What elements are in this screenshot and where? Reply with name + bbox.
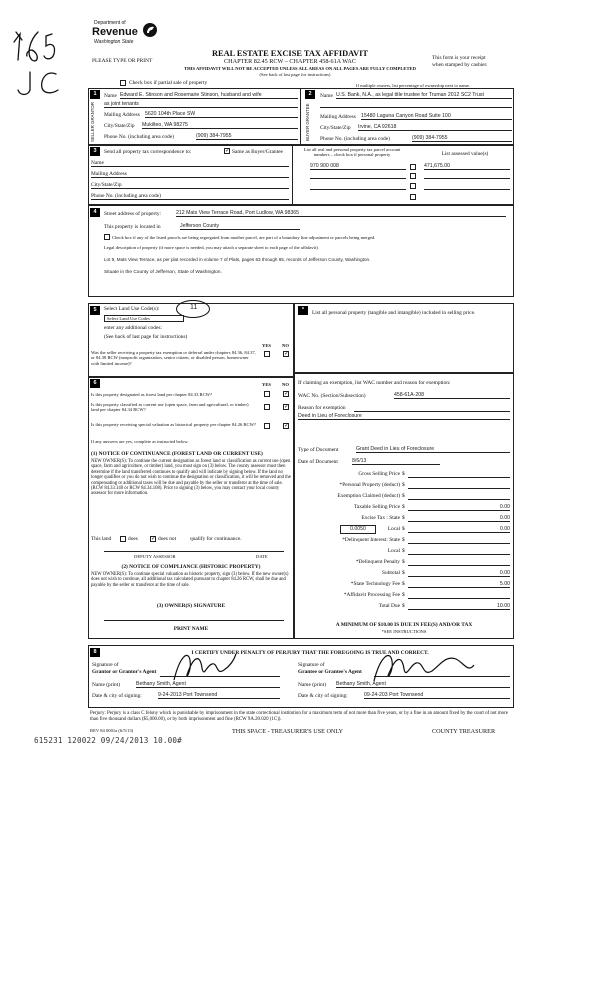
grantor-name-label: Name (print) <box>92 682 120 688</box>
tax-row-label: *State Technology Fee <box>350 581 400 587</box>
section-8-number: 8 <box>90 648 100 657</box>
deputy-assessor-label: DEPUTY ASSESSOR <box>134 554 176 559</box>
doc-date[interactable]: 8/6/13 <box>352 458 440 465</box>
wac-label: WAC No. (Section/Subsection) <box>298 393 366 399</box>
s5-no-label: NO <box>282 343 289 348</box>
parcel-3-personal-checkbox[interactable] <box>410 183 416 189</box>
currency-sign: $ <box>402 570 405 576</box>
section-4 <box>88 205 514 297</box>
local-rate[interactable]: 0.0050 <box>340 525 376 534</box>
forest-no-checkbox[interactable] <box>283 391 289 397</box>
exemption-no-checkbox[interactable] <box>283 351 289 357</box>
buyer-name-cont[interactable] <box>320 107 512 108</box>
tax-row <box>296 581 510 592</box>
send-city-field[interactable]: City/State/Zip <box>91 182 289 189</box>
tax-row-value[interactable] <box>408 559 510 566</box>
dor-logo-icon <box>142 22 158 38</box>
seller-name-label: Name <box>104 93 117 99</box>
land-use-select[interactable]: Select Land Use Codes <box>104 315 184 322</box>
buyer-city[interactable]: Irvine, CA 92618 <box>358 124 512 131</box>
tax-row-value[interactable] <box>408 548 510 555</box>
currency-sign: $ <box>402 603 405 609</box>
tax-row-value[interactable]: 5.00 <box>408 581 510 588</box>
grantee-name-label: Name (print) <box>298 682 326 688</box>
tax-row <box>296 515 510 526</box>
tax-row-label: Taxable Selling Price <box>353 504 400 510</box>
section-3-number: 3 <box>90 147 100 156</box>
buyer-name-label: Name <box>320 93 333 99</box>
personal-property-number: * <box>298 306 308 315</box>
section-2-number: 2 <box>305 90 315 99</box>
buyer-name[interactable]: U.S. Bank, N.A., as legal title trustee for Truman 2012 SC2 Trust <box>336 92 512 99</box>
buyer-phone-label: Phone No. (including area code) <box>320 136 390 142</box>
legal-label: Legal description of property (if more space is needed, you may attach a separate sheet to each page of the affidavit) <box>104 245 318 250</box>
assessed-header: List assessed value(s) <box>441 151 489 157</box>
notice2-title: (2) NOTICE OF COMPLIANCE (HISTORIC PROPERTY) <box>121 564 261 570</box>
see-instructions: *SEE INSTRUCTIONS <box>381 629 427 634</box>
personal-property-label: List all personal property (tangible and intangible) included in selling price. <box>312 310 476 316</box>
please-type: PLEASE TYPE OR PRINT <box>92 58 153 64</box>
owner-signature-label: (3) OWNER(S) SIGNATURE <box>156 603 226 609</box>
tax-row-label: Subtotal <box>382 570 400 576</box>
send-phone-field[interactable]: Phone No. (including area code) <box>91 193 289 200</box>
does-label: does <box>128 536 138 542</box>
seller-name[interactable]: Edward E. Stinson and Rosemarie Stinson, husband and wife <box>120 92 298 99</box>
currency-sign: $ <box>402 471 405 477</box>
street-label: Street address of property: <box>104 211 162 217</box>
send-to-label: Send all property tax correspondence to: <box>104 149 192 155</box>
s6-no-label: NO <box>282 382 289 387</box>
grantor-date-label: Date & city of signing: <box>92 693 142 699</box>
reason-value[interactable]: Deed in Lieu of Foreclosure <box>298 413 510 420</box>
seller-address-label: Mailing Address <box>104 112 140 118</box>
currency-sign: $ <box>402 515 405 521</box>
owner-signature-line[interactable] <box>104 620 284 621</box>
land-use-label: Select Land Use Code(s): <box>104 306 160 312</box>
currency-sign: $ <box>402 537 405 543</box>
does-checkbox[interactable] <box>120 536 126 542</box>
currency-sign: $ <box>402 592 405 598</box>
perjury-notice: Perjury: Perjury is a class C felony which is punishable by imprisonment in the state correctional institution for a maximum term of not more than five years, or by a fine in an amount fixed by the court of not more than five thousand dollars ($5,000.00), or by both imprisonment and fine (RCW 9A.20.020 (1C)). <box>90 711 508 722</box>
tax-row-label: *Affidavit Processing Fee <box>343 592 400 598</box>
tax-row <box>296 592 510 603</box>
section-6 <box>88 377 294 639</box>
section-divider <box>300 88 301 145</box>
receipt-stamp: 615231 120022 09/24/2013 10.00# <box>34 736 182 745</box>
seller-city[interactable]: Mukilteo, WA 98275 <box>142 122 298 129</box>
tax-row-value[interactable]: 0.00 <box>408 526 510 533</box>
grantee-date-label: Date & city of signing: <box>298 693 348 699</box>
parcel-number-1[interactable]: 970 900 008 <box>310 163 406 170</box>
historic-no-checkbox[interactable] <box>283 423 289 429</box>
tax-row-label: Local <box>387 548 400 554</box>
land-use-see-back: (See back of last page for instructions) <box>104 334 188 340</box>
deputy-date-label: DATE <box>256 554 268 559</box>
current-use-question: Is this property classified as current use (open space, farm and agricultural, or timber) land per chapter 84.34 RCW? <box>91 402 249 413</box>
parcel-number-2[interactable] <box>310 178 406 179</box>
grantor-sig-label2: Grantor or Grantor's Agent <box>92 669 157 675</box>
see-back-header: (See back of last page for instructions) <box>259 72 331 77</box>
handwritten-annotation <box>6 20 76 100</box>
historic-question: Is this property receiving special valuation as historical property per chapter 84.26 RCW? <box>91 422 256 427</box>
section-5-number: 5 <box>90 306 100 315</box>
does-not-checkbox[interactable] <box>150 536 156 542</box>
grantor-signature-icon <box>170 646 240 686</box>
tax-row <box>296 482 510 493</box>
send-name-field[interactable]: Name <box>91 160 289 167</box>
tax-row-label: *Personal Property (deduct) <box>339 482 400 488</box>
assessed-value-3[interactable] <box>424 189 510 190</box>
notice1-text: NEW OWNER(S): To continue the current designation as forest land or classification as current use (open space, farm and agriculture, or timber) land, you must sign on (3) below. The county assessor must then determine if the land transferred continues to qualify and will indicate by signing below. If the land no longer qualifies or you do not wish to continue the designation or classification, it will be removed and the compensating or additional taxes will be due and payable by the seller or transferor at the time of sale. (RCW 84.33.140 or RCW 84.34.108). Prior to signing (3) below, you may contact your local county assessor for more information. <box>91 459 291 497</box>
current-use-no-checkbox[interactable] <box>283 404 289 410</box>
segregated-checkbox[interactable] <box>104 234 110 240</box>
does-not-label: does not <box>158 536 177 542</box>
currency-sign: $ <box>402 482 405 488</box>
section-6-number: 6 <box>90 379 100 388</box>
current-use-yes-checkbox[interactable] <box>264 404 270 410</box>
dor-logo <box>92 18 162 48</box>
s5-yes-label: YES <box>262 343 271 348</box>
tax-row-value[interactable] <box>408 493 510 500</box>
currency-sign: $ <box>402 493 405 499</box>
legal-line-1[interactable]: Lot 8, Mats View Terrace, as per plat recorded in volume 7 of Plats, pages 63 through 65, records of Jefferson County, Washington. <box>104 257 371 262</box>
tax-row-label: *Delinquent Interest: State <box>342 537 400 543</box>
exemption-yes-checkbox[interactable] <box>264 351 270 357</box>
assessed-value-2[interactable] <box>424 178 510 179</box>
grantor-date[interactable]: 9-24-2013 Port Townsend <box>158 692 280 699</box>
seller-phone-label: Phone No. (including area code) <box>104 134 174 140</box>
agency-line1: Department of <box>94 20 126 26</box>
parcel-1-personal-checkbox[interactable] <box>410 164 416 170</box>
parcel-2-personal-checkbox[interactable] <box>410 173 416 179</box>
parcel-4-personal-checkbox[interactable] <box>410 194 416 200</box>
land-use-code: 11 <box>190 304 198 311</box>
s6-yes-label: YES <box>262 382 271 387</box>
buyer-address[interactable]: 15480 Laguna Canyon Road Suite 100 <box>361 113 512 120</box>
partial-sale-checkbox[interactable] <box>120 80 126 86</box>
tax-row-label: Excise Tax : State <box>361 515 400 521</box>
doc-date-label: Date of Document <box>298 459 338 465</box>
this-land-label: This land <box>91 536 112 542</box>
tax-row <box>296 559 510 570</box>
currency-sign: $ <box>402 548 405 554</box>
located-label: This property is located in <box>104 224 161 230</box>
tax-row-value[interactable] <box>408 537 510 544</box>
buyer-city-label: City/State/Zip <box>320 125 351 131</box>
tax-row-value[interactable] <box>408 471 510 478</box>
partial-sale-label: Check box if partial sale of property <box>129 80 208 86</box>
buyer-side-label: BUYER GRANTEE <box>305 103 310 141</box>
section-4-number: 4 <box>90 208 100 217</box>
tax-row-value[interactable]: 10.00 <box>408 603 510 610</box>
tax-row-value[interactable]: 0.00 <box>408 570 510 577</box>
currency-sign: $ <box>402 526 405 532</box>
form-warning: THIS AFFIDAVIT WILL NOT BE ACCEPTED UNLESS ALL AREAS ON ALL PAGES ARE FULLY COMPLETED <box>184 66 416 71</box>
tax-table <box>296 471 510 614</box>
seller-address[interactable]: 5620 104th Place SW <box>145 111 298 118</box>
agency-line3: Washington State <box>94 39 134 45</box>
tax-row-label: Total Due <box>378 603 400 609</box>
street-address[interactable]: 212 Mats View Terrace Road, Port Ludlow, WA 98365 <box>176 210 506 217</box>
grantee-name[interactable]: Bethany Smith, Agent <box>336 681 510 688</box>
historic-yes-checkbox[interactable] <box>264 423 270 429</box>
multiple-owners-note: If multiple owners, list percentage of ownership next to name. <box>356 83 471 88</box>
forest-question: Is this property designated as forest land per chapter 84.33 RCW? <box>91 392 213 397</box>
segregated-label: Check box if any of the listed parcels are being segregated from another parcel, are part of a boundary line adjustment or parcels being merged. <box>112 235 376 240</box>
county[interactable]: Jefferson County <box>180 223 300 230</box>
tax-row-value[interactable] <box>408 482 510 489</box>
annotation-number <box>6 20 8 21</box>
grantee-date[interactable]: 09-24-203 Port Townsend <box>364 692 510 699</box>
tax-row-value[interactable]: 0.00 <box>408 515 510 522</box>
doc-type-label: Type of Document <box>298 447 339 453</box>
minimum-due-note: A MINIMUM OF $10.00 IS DUE IN FEE(S) AND/OR TAX <box>335 622 473 628</box>
parcel-number-3[interactable] <box>310 189 406 190</box>
send-address-field[interactable]: Mailing Address <box>91 171 289 178</box>
wac-number[interactable]: 458-61A-208 <box>394 392 510 399</box>
section-3-divider <box>292 145 293 205</box>
tax-row <box>296 548 510 559</box>
tax-row-value[interactable]: 0.00 <box>408 504 510 511</box>
currency-sign: $ <box>402 504 405 510</box>
seller-city-label: City/State/Zip <box>104 123 135 129</box>
legal-line-2[interactable]: Situate in the County of Jefferson, State of Washington. <box>104 270 222 275</box>
tax-row <box>296 471 510 482</box>
tax-row <box>296 493 510 504</box>
tax-row <box>296 504 510 515</box>
tax-row <box>296 570 510 581</box>
grantor-sig-label1: Signature of <box>92 662 119 668</box>
tax-row-value[interactable] <box>408 592 510 599</box>
form-title: REAL ESTATE EXCISE TAX AFFIDAVIT <box>211 49 369 58</box>
assessed-value-1[interactable]: 471,675.00 <box>424 163 510 170</box>
buyer-phone[interactable]: (909) 384-7955 <box>412 135 512 142</box>
annotation-initials <box>6 22 7 23</box>
seller-side-label: SELLER GRANTOR <box>90 102 95 142</box>
form-subtitle: CHAPTER 82.45 RCW – CHAPTER 458-61A WAC <box>224 58 356 65</box>
tax-row <box>296 537 510 548</box>
print-name-label: PRINT NAME <box>173 626 209 632</box>
notice2-text: NEW OWNER(S): To continue special valuation as historic property, sign (3) below. If the new owner(s) does not wish to continue, all additional tax calculated pursuant to chapter 84.26 RCW, shall be due and payable by the seller or transferor at the time of sale. <box>91 572 289 588</box>
handwritten-annotation-drawing <box>6 20 76 100</box>
section-1-number: 1 <box>90 90 100 99</box>
tax-row-label: Local <box>387 526 400 532</box>
forest-yes-checkbox[interactable] <box>264 391 270 397</box>
treasurer-use-label: THIS SPACE - TREASURER'S USE ONLY <box>232 728 344 735</box>
qualify-label: qualify for continuance. <box>190 536 242 542</box>
reason-label: Reason for exemption <box>298 405 346 411</box>
deputy-assessor-line[interactable] <box>104 551 284 552</box>
tax-row <box>296 603 510 614</box>
parcel-header: List all real and personal property tax parcel account numbers – check box if personal property <box>303 147 401 158</box>
county-treasurer-label: COUNTY TREASURER <box>432 728 496 735</box>
form-revision: REV 84 0001a (6/5/13) <box>90 728 134 733</box>
grantee-sig-label1: Signature of <box>298 662 325 668</box>
grantee-sig-label2: Grantee or Grantee's Agent <box>298 669 362 675</box>
agency-line2: Revenue <box>92 26 138 38</box>
certify-statement: I CERTIFY UNDER PENALTY OF PERJURY THAT THE FOREGOING IS TRUE AND CORRECT. <box>191 650 429 656</box>
notice1-title: (1) NOTICE OF CONTINUANCE (FOREST LAND OR CURRENT USE) <box>91 451 263 457</box>
reason-line-1[interactable] <box>354 411 510 412</box>
exemption-question: Was the seller receiving a property tax exemption or deferral under chapters 84.36, 84.37, or 84.38 RCW (nonprofit organization, senior citizen, or disabled person, homeowner with limited income)? <box>91 350 256 366</box>
tax-row <box>296 526 510 537</box>
if-yes-note: If any answers are yes, complete as instructed below. <box>91 439 189 444</box>
currency-sign: $ <box>402 581 405 587</box>
same-as-buyer-label: Same as Buyer/Grantee <box>232 149 283 155</box>
grantor-name[interactable]: Bethany Smith, Agent <box>136 681 280 688</box>
seller-name-cont[interactable]: as joint tenants <box>104 101 298 108</box>
receipt-note1: This form is your receipt <box>432 55 486 61</box>
same-as-buyer-checkbox[interactable] <box>224 148 230 154</box>
currency-sign: $ <box>402 559 405 565</box>
doc-type[interactable]: Grant Deed in Lieu of Foreclosure <box>356 446 510 453</box>
tax-row-label: Gross Selling Price <box>358 471 400 477</box>
buyer-address-label: Mailing Address <box>320 114 356 120</box>
tax-row-label: Exemption Claimed (deduct) <box>337 493 400 499</box>
receipt-note2: when stamped by cashier. <box>432 62 488 68</box>
claim-exemption-label: If claiming an exemption, list WAC number and reason for exemption: <box>298 380 451 386</box>
additional-codes-label: enter any additional codes: <box>104 325 162 331</box>
tax-row-label: *Delinquent Penalty <box>355 559 400 565</box>
seller-phone[interactable]: (909) 384-7955 <box>196 133 298 140</box>
